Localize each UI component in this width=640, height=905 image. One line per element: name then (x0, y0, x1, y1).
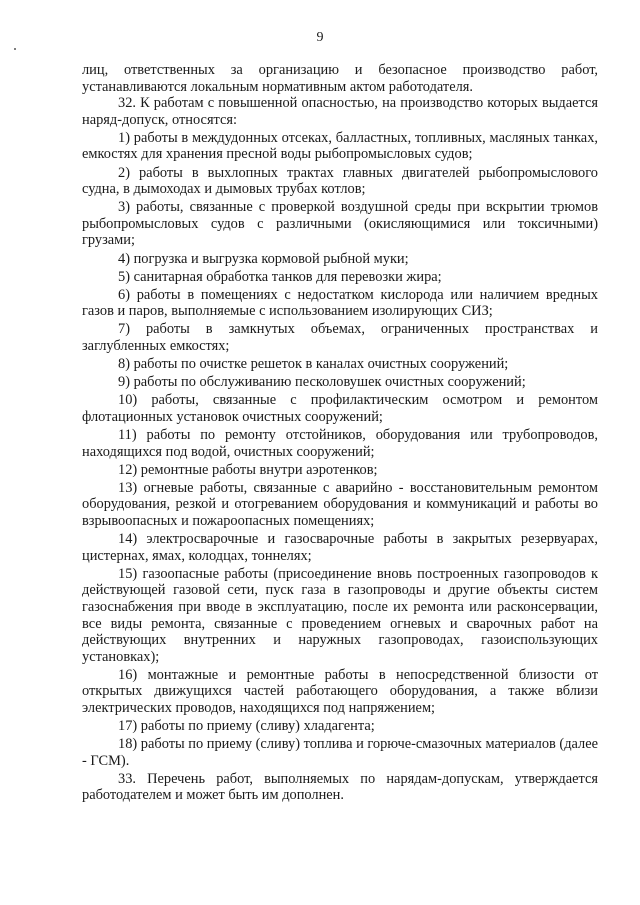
list-item-7: 7) работы в замкнутых объемах, ограниченных пространствах и заглубленных емкостях; (82, 321, 598, 354)
list-item-10: 10) работы, связанные с профилактическим осмотром и ремонтом флотационных установок очистных сооружений; (82, 392, 598, 425)
list-item-3: 3) работы, связанные с проверкой воздушной среды при вскрытии трюмов рыбопромысловых судов с различными (окисляющимися или токсичными) грузами; (82, 199, 598, 249)
paragraph-continuation: лиц, ответственных за организацию и безопасное производство работ, устанавливаются локальным нормативным актом работодателя. (82, 62, 598, 95)
list-item-17: 17) работы по приему (сливу) хладагента; (118, 718, 375, 735)
page-number: 9 (316, 30, 324, 45)
clause-33: 33. Перечень работ, выполняемых по нарядам-допускам, утверждается работодателем и может быть им дополнен. (82, 770, 598, 804)
list-item-18: 18) работы по приему (сливу) топлива и горюче-смазочных материалов (далее - ГСМ). (82, 736, 598, 769)
list-item-11: 11) работы по ремонту отстойников, оборудования или трубопроводов, находящихся под водой, очистных сооружений; (82, 426, 598, 460)
clause-32-intro: 32. К работам с повышенной опасностью, на производство которых выдается наряд-допуск, относятся: (82, 95, 598, 128)
document-body (82, 62, 598, 806)
list-item-12: 12) ремонтные работы внутри аэротенков; (118, 461, 378, 478)
list-item-5: 5) санитарная обработка танков для перевозки жира; (118, 268, 442, 285)
list-item-8: 8) работы по очистке решеток в каналах очистных сооружений; (118, 356, 509, 373)
list-item-6: 6) работы в помещениях с недостатком кислорода или наличием вредных газов и паров, выполняемые с использованием изолирующих СИЗ; (82, 286, 598, 320)
list-item-4: 4) погрузка и выгрузка кормовой рыбной муки; (118, 250, 409, 267)
list-item-13: 13) огневые работы, связанные с аварийно - восстановительным ремонтом оборудования, резкой и отогреванием оборудования и коммуникаций и работы во взрывоопасных и пожароопасных помещениях; (82, 479, 598, 529)
list-item-16: 16) монтажные и ремонтные работы в непосредственной близости от открытых движущихся частей работающего оборудования, а также вблизи электрических проводов, находящихся под напряжением; (82, 666, 598, 716)
list-item-9: 9) работы по обслуживанию песколовушек очистных сооружений; (118, 374, 526, 391)
list-item-15: 15) газоопасные работы (присоединение вновь построенных газопроводов к действующей газовой сети, пуск газа в газопроводы и другие объекты систем газоснабжения при вводе в эксплуатацию, после их ремонта или расконсервации, все виды ремонта, связанные с проведением огневых и сварочных работ на действующих внутренних и наружных газопроводах, газоиспользующих установках); (82, 565, 598, 665)
scan-artifact-dot (14, 48, 16, 50)
list-item-2: 2) работы в выхлопных трактах главных двигателей рыбопромыслового судна, в дымоходах и дымовых трубах котлов; (82, 164, 598, 198)
list-item-14: 14) электросварочные и газосварочные работы в закрытых резервуарах, цистернах, ямах, колодцах, тоннелях; (82, 531, 598, 564)
list-item-1: 1) работы в междудонных отсеках, балластных, топливных, масляных танках, емкостях для хранения пресной воды рыбопромысловых судов; (82, 129, 598, 163)
